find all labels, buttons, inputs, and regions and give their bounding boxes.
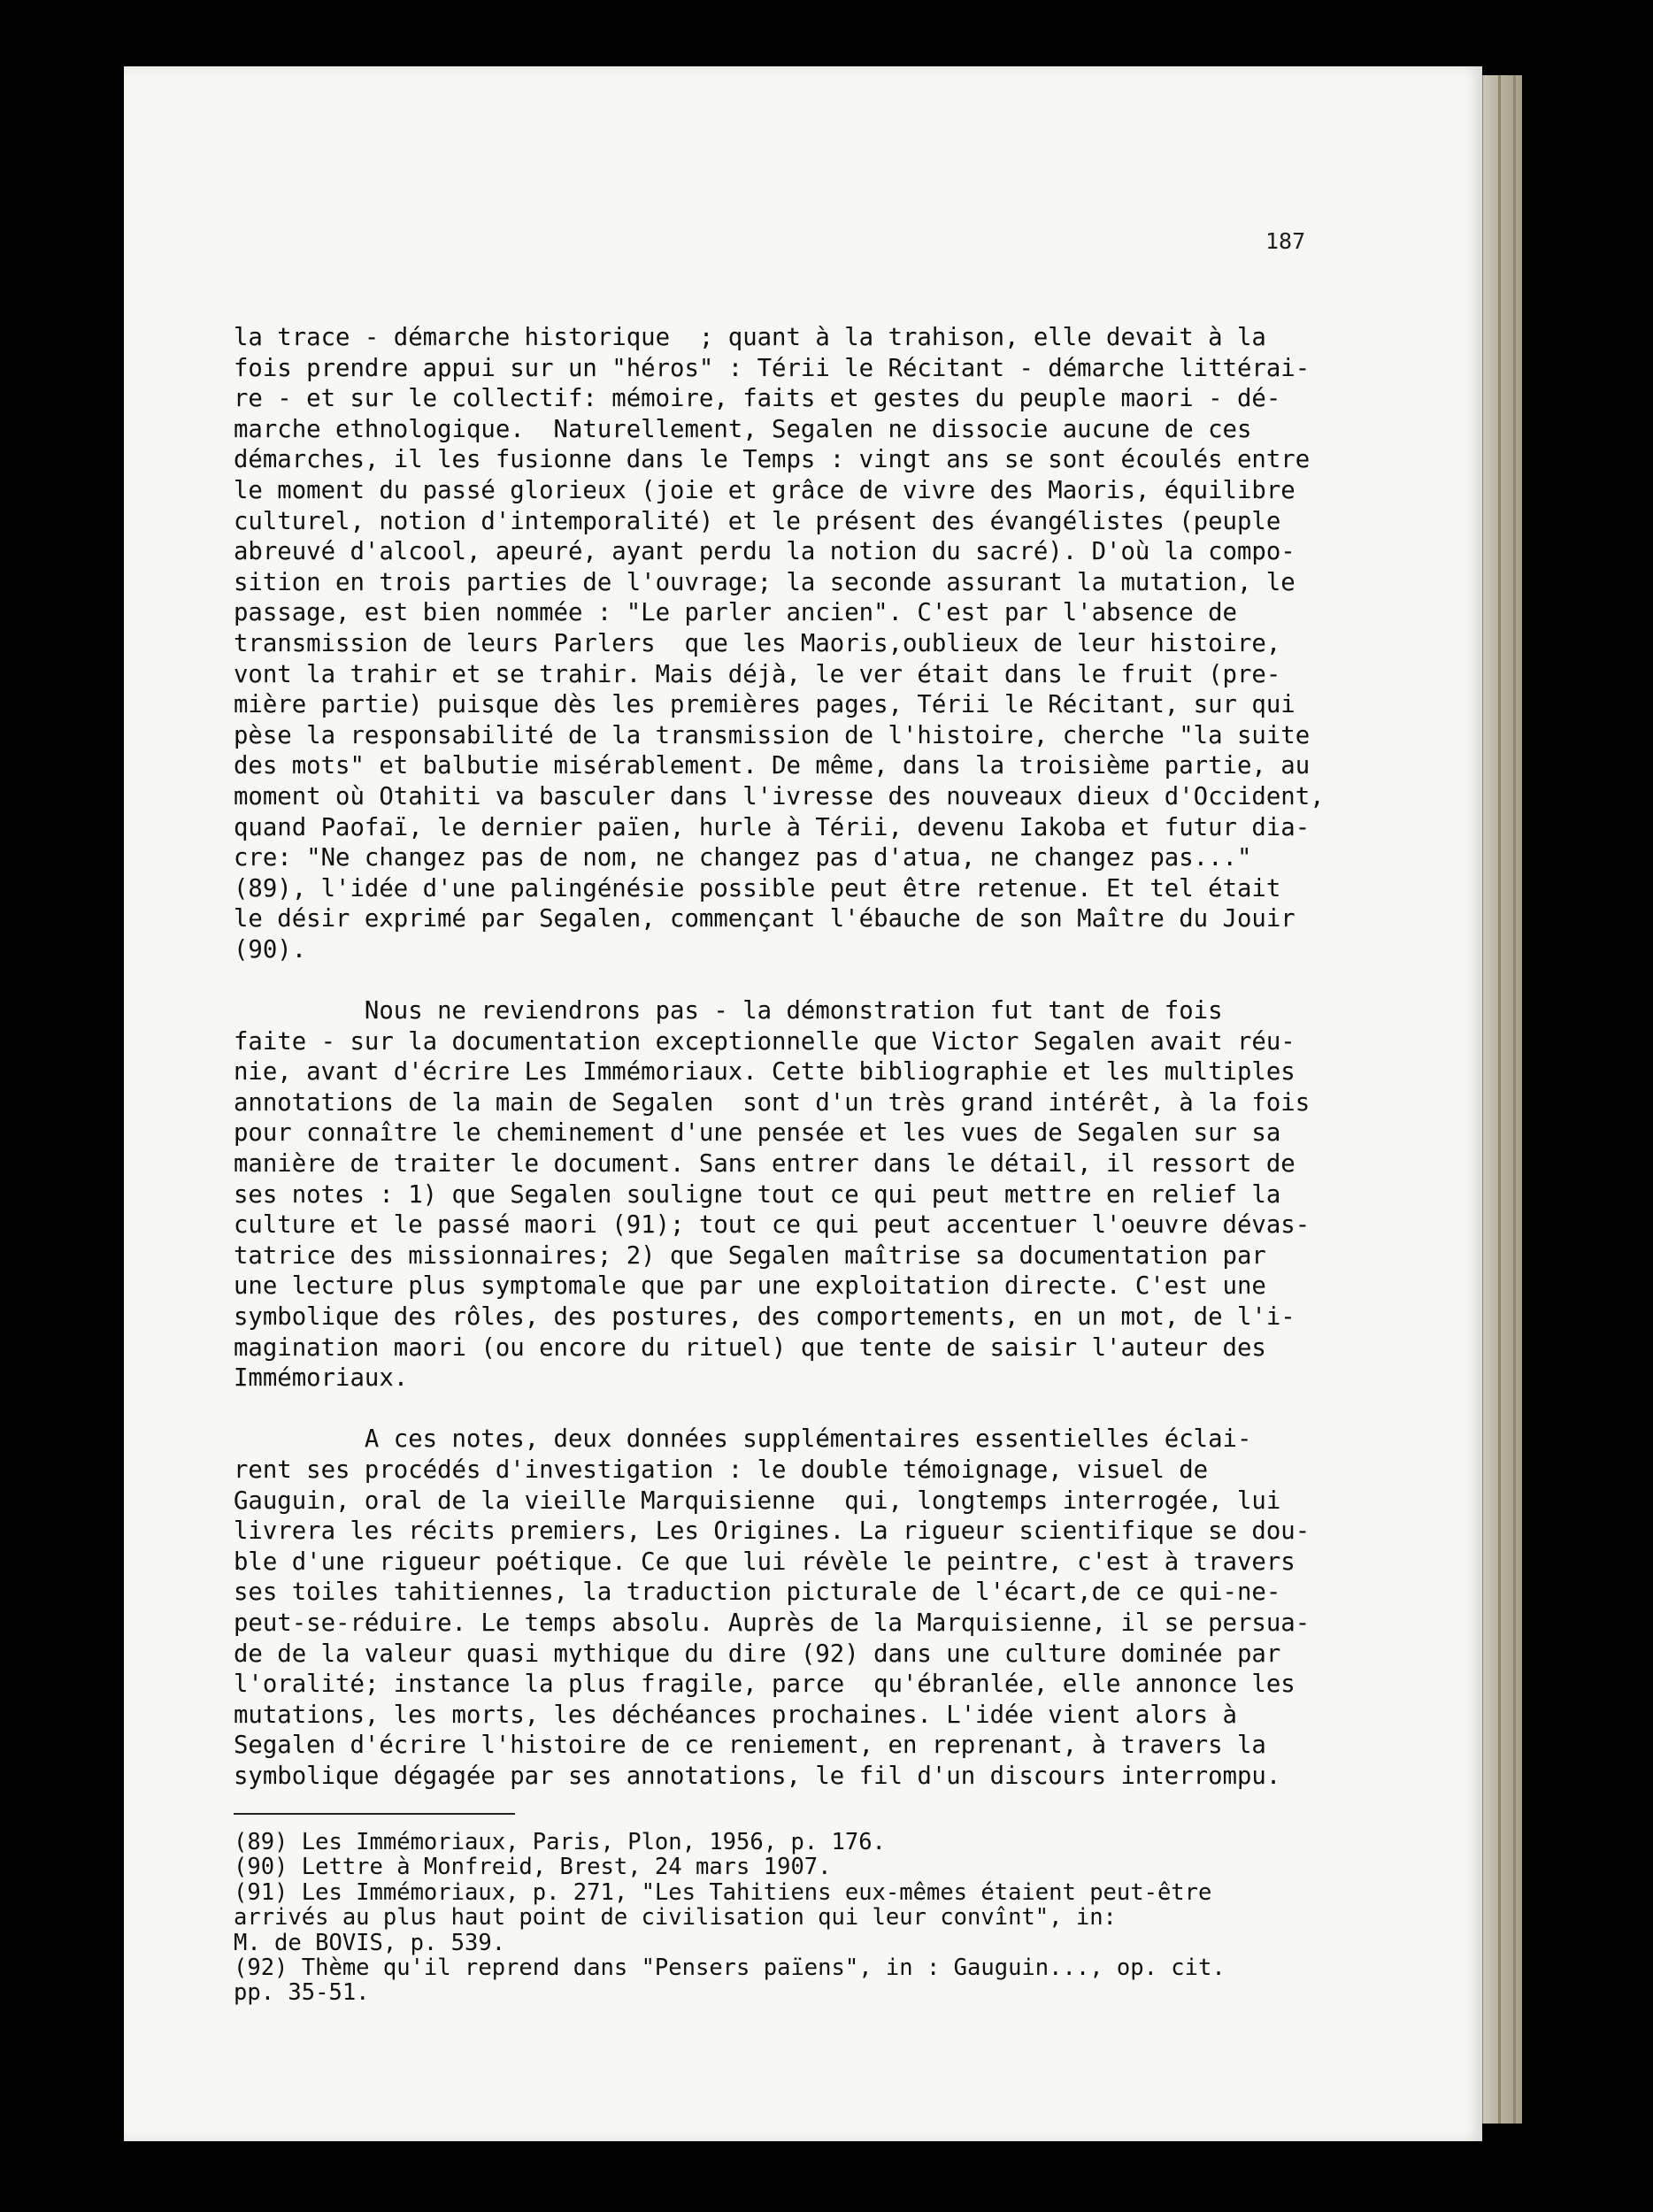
footnote-separator	[234, 1813, 515, 1815]
text-line: annotations de la main de Segalen sont d'un très grand intérêt, à la fois	[234, 1088, 1311, 1117]
text-line: l'oralité; instance la plus fragile, parce qu'ébranlée, elle annonce les	[234, 1671, 1295, 1699]
footnote-line: (92) Thème qu'il reprend dans "Pensers païens", in : Gauguin..., op. cit.	[234, 1955, 1226, 1982]
text-line: le moment du passé glorieux (joie et grâce de vivre des Maoris, équilibre	[234, 476, 1295, 504]
text-line: pour connaître le cheminement d'une pensée et les vues de Segalen sur sa	[234, 1119, 1281, 1148]
footnote-line: (91) Les Immémoriaux, p. 271, "Les Tahitiens eux-mêmes étaient peut-être	[234, 1878, 1212, 1906]
footnotes	[234, 1830, 1357, 2006]
text-line: rent ses procédés d'investigation : le double témoignage, visuel de	[234, 1455, 1209, 1484]
text-line: quand Paofaï, le dernier païen, hurle à Térii, devenu Iakoba et futur dia-	[234, 813, 1311, 841]
text-line: abreuvé d'alcool, apeuré, ayant perdu la notion du sacré). D'où la compo-	[234, 538, 1295, 566]
text-line: re - et sur le collectif: mémoire, faits et gestes du peuple maori - dé-	[234, 385, 1281, 413]
text-line: Immémoriaux.	[234, 1364, 409, 1393]
text-line: Segalen d'écrire l'histoire de ce reniement, en reprenant, à travers la	[234, 1732, 1266, 1760]
text-line: fois prendre appui sur un "héros" : Térii le Récitant - démarche littérai-	[234, 354, 1311, 382]
text-line: symbolique dégagée par ses annotations, le fil d'un discours interrompu.	[234, 1762, 1281, 1790]
text-line: des mots" et balbutie misérablement. De même, dans la troisième partie, au	[234, 752, 1311, 780]
text-line: une lecture plus symptomale que par une exploitation directe. C'est une	[234, 1272, 1266, 1301]
text-line: transmission de leurs Parlers que les Maoris,oublieux de leur histoire,	[234, 629, 1281, 657]
footnote-line: (89) Les Immémoriaux, Paris, Plon, 1956, p. 176.	[234, 1829, 886, 1855]
text-line: culture et le passé maori (91); tout ce qui peut accentuer l'oeuvre dévas-	[234, 1211, 1311, 1240]
text-line: la trace - démarche historique ; quant à la trahison, elle devait à la	[234, 324, 1266, 351]
text-line: mutations, les morts, les déchéances prochaines. L'idée vient alors à	[234, 1701, 1237, 1729]
paragraph-gap	[234, 1394, 1357, 1425]
text-line: symbolique des rôles, des postures, des comportements, en un mot, de l'i-	[234, 1303, 1295, 1331]
text-line: marche ethnologique. Naturellement, Segalen ne dissocie aucune de ces	[234, 415, 1252, 443]
page-number: 187	[1265, 228, 1306, 254]
text-line: mière partie) puisque dès les premières pages, Térii le Récitant, sur qui	[234, 691, 1295, 719]
text-line: (89), l'idée d'une palingénésie possible peut être retenue. Et tel était	[234, 874, 1281, 902]
text-line: ble d'une rigueur poétique. Ce que lui révèle le peintre, c'est à travers	[234, 1548, 1295, 1576]
body-text	[234, 323, 1357, 1793]
text-line: sition en trois parties de l'ouvrage; la seconde assurant la mutation, le	[234, 568, 1295, 596]
text-line: manière de traiter le document. Sans entrer dans le détail, il ressort de	[234, 1150, 1295, 1179]
text-line: moment où Otahiti va basculer dans l'ivresse des nouveaux dieux d'Occident,	[234, 782, 1325, 810]
paragraph-2	[234, 996, 1357, 1394]
paragraph-gap	[234, 965, 1357, 996]
footnote-line: M. de BOVIS, p. 539.	[234, 1929, 506, 1956]
paragraph-3	[234, 1425, 1357, 1792]
text-line: Gauguin, oral de la vieille Marquisienne qui, longtemps interrogée, lui	[234, 1486, 1281, 1515]
text-line: de de la valeur quasi mythique du dire (92) dans une culture dominée par	[234, 1640, 1281, 1668]
text-line: cre: "Ne changez pas de nom, ne changez pas d'atua, ne changez pas..."	[234, 844, 1252, 872]
text-line: pèse la responsabilité de la transmission de l'histoire, cherche "la suite	[234, 721, 1311, 749]
text-line: magination maori (ou encore du rituel) que tente de saisir l'auteur des	[234, 1333, 1266, 1362]
footnote-line: arrivés au plus haut point de civilisation qui leur convînt", in:	[234, 1904, 1117, 1932]
paragraph-1	[234, 323, 1357, 965]
text-line: le désir exprimé par Segalen, commençant l'ébauche de son Maître du Jouir	[234, 905, 1295, 933]
text-line: Nous ne reviendrons pas - la démonstration fut tant de fois	[234, 997, 1223, 1025]
text-line: faite - sur la documentation exceptionnelle que Victor Segalen avait réu-	[234, 1027, 1295, 1056]
text-line: culturel, notion d'intemporalité) et le présent des évangélistes (peuple	[234, 507, 1281, 535]
text-line: ses toiles tahitiennes, la traduction picturale de l'écart,de ce qui-ne-	[234, 1578, 1281, 1607]
text-line: peut-se-réduire. Le temps absolu. Auprès de la Marquisienne, il se persua-	[234, 1609, 1311, 1637]
footnote-line: pp. 35-51.	[234, 1979, 370, 2007]
text-line: nie, avant d'écrire Les Immémoriaux. Cette bibliographie et les multiples	[234, 1058, 1295, 1087]
text-line: (90).	[234, 935, 307, 964]
text-line: démarches, il les fusionne dans le Temps : vingt ans se sont écoulés entre	[234, 446, 1311, 474]
text-line: livrera les récits premiers, Les Origines. La rigueur scientifique se dou-	[234, 1517, 1311, 1546]
text-line: vont la trahir et se trahir. Mais déjà, le ver était dans le fruit (pre-	[234, 660, 1281, 688]
text-line: passage, est bien nommée : "Le parler ancien". C'est par l'absence de	[234, 599, 1237, 627]
text-line: A ces notes, deux données supplémentaires essentielles éclai-	[234, 1425, 1252, 1454]
footnote-line: (90) Lettre à Monfreid, Brest, 24 mars 1907.	[234, 1854, 832, 1881]
text-line: tatrice des missionnaires; 2) que Segalen maîtrise sa documentation par	[234, 1241, 1266, 1270]
text-line: ses notes : 1) que Segalen souligne tout ce qui peut mettre en relief la	[234, 1180, 1281, 1209]
